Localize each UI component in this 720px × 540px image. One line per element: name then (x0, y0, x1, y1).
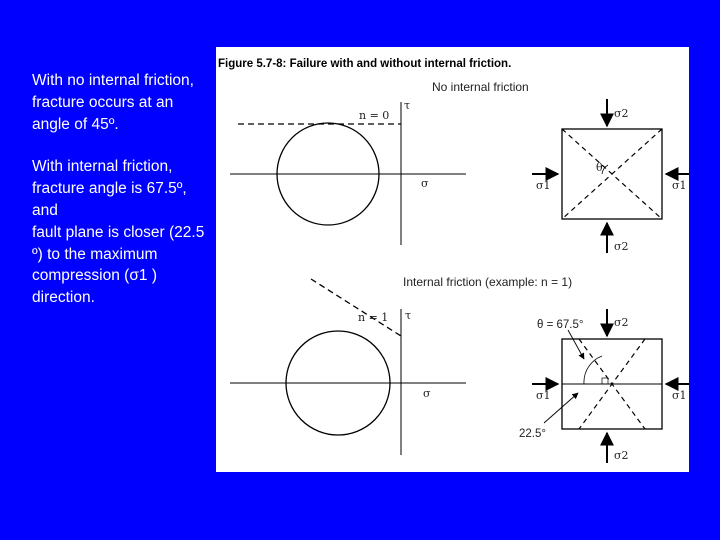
friction-text-line2: fault plane is closer (22.5 º) to the maximum compression (σ1 ) direction. (32, 223, 205, 307)
figure-title: Figure 5.7-8: Failure with and without internal friction. (218, 58, 512, 70)
bottom-tau-label: τ (405, 309, 412, 322)
bottom-theta-arc (584, 356, 602, 384)
top-tau-label: τ (404, 99, 411, 112)
bottom-sigma-label: σ (423, 387, 431, 400)
top-sigma1-right-label: σ1 (672, 179, 687, 192)
bottom-theta-label: θ = 67.5° (537, 319, 584, 331)
bottom-angle-label: 22.5° (519, 428, 546, 440)
bottom-sigma2-top-label: σ2 (614, 316, 629, 329)
figure-panel (216, 47, 689, 472)
bottom-failure-envelope (311, 279, 401, 336)
top-sigma1-left-label: σ1 (536, 179, 551, 192)
bottom-sigma1-left-label: σ1 (536, 389, 551, 402)
bottom-sigma1-right-label: σ1 (672, 389, 687, 402)
failure-diagram (216, 47, 689, 472)
top-sigma2-bottom-label: σ2 (614, 240, 629, 253)
friction-paragraph (32, 156, 207, 309)
top-n-label: n = 0 (359, 109, 390, 122)
bottom-n-label: n = 1 (358, 311, 389, 324)
bottom-subtitle: Internal friction (example: n = 1) (403, 275, 573, 289)
top-sigma2-top-label: σ2 (614, 107, 629, 120)
no-friction-paragraph: With no internal friction, fracture occurs at an angle of 45º. (32, 72, 194, 133)
bottom-right-angle-mark (602, 378, 608, 384)
top-subtitle: No internal friction (432, 80, 529, 94)
bottom-theta-pointer (568, 330, 584, 359)
top-theta-label: θ (596, 161, 603, 174)
top-sigma-label: σ (421, 177, 429, 190)
bottom-sigma2-bottom-label: σ2 (614, 449, 629, 462)
slide-text (32, 70, 207, 309)
friction-text-line1: With internal friction, fracture angle is 67.5º, and (32, 158, 187, 219)
